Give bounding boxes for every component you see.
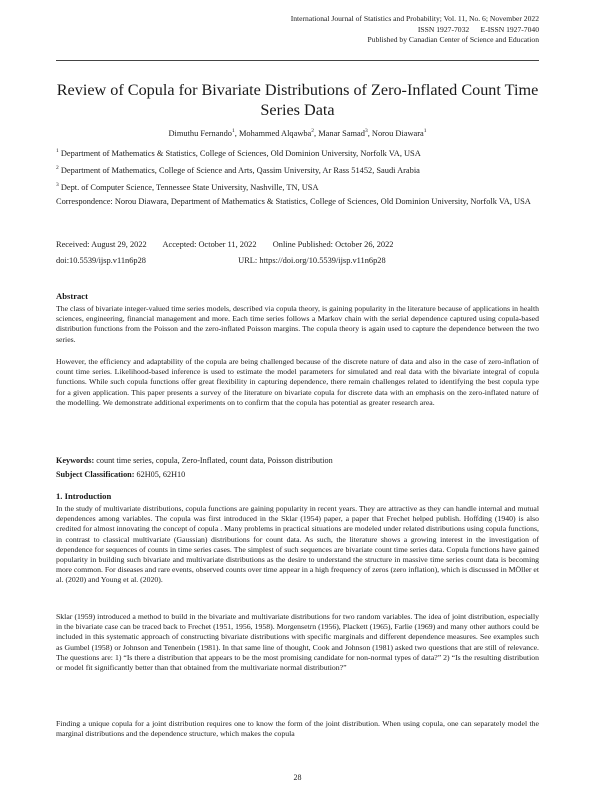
author-name: Norou Diawara bbox=[371, 128, 424, 138]
doi-url[interactable]: URL: https://doi.org/10.5539/ijsp.v11n6p28 bbox=[238, 256, 386, 265]
doi-line bbox=[56, 256, 386, 265]
affiliation-mark: 2 bbox=[56, 165, 59, 171]
affiliation bbox=[56, 146, 539, 159]
header-rule bbox=[56, 60, 539, 61]
subject-classification bbox=[56, 469, 539, 480]
keywords bbox=[56, 455, 539, 466]
abstract-paragraph-1: The class of bivariate integer-valued time series models, described via copula theory, is gaining popularity in the literature because of applications in health sciences, engineering, financial management and more. Each time series follows a Markov chain with the serial dependence captured using copula-based distribution functions from the Poisson and the zero-inflated Poisson margins. The copula theory is again used to capture the dependence between the two series. bbox=[56, 304, 539, 344]
author-name: Dimuthu Fernando bbox=[168, 128, 232, 138]
keywords-text: count time series, copula, Zero-Inflated, count data, Poisson distribution bbox=[94, 456, 333, 465]
abstract-paragraph-2: However, the efficiency and adaptability of the copula are being challenged because of the discrete nature of data and also in the case of zero-inflation of count time series. Likelihood-based inference is used to estimate the model parameters for simulated and real data with the bivariate integral of copula functions. While such copula functions offer great flexibility in capturing dependence, there remain challenges related to identifying the best copula type for a given application. This paper presents a survey of the literature on bivariate copula for discrete data with an emphasis on the zero-inflated nature of the modelling. We demonstrate additional experiments on to confirm that the copula has potential as greater research area. bbox=[56, 357, 539, 407]
affiliation-text: Department of Mathematics, College of Science and Arts, Qassim University, Ar Rass 51452, Saudi Arabia bbox=[58, 165, 420, 175]
paper-title: Review of Copula for Bivariate Distributions of Zero-Inflated Count Time Series Data bbox=[56, 81, 539, 119]
subject-text: 62H05, 62H10 bbox=[134, 470, 186, 479]
abstract-heading: Abstract bbox=[56, 291, 88, 301]
intro-paragraph-3: Finding a unique copula for a joint distribution requires one to know the form of the joint distribution. When using copula, one can separately model the marginal distributions and the dependence structure, which makes the copula bbox=[56, 719, 539, 739]
author-affiliation-mark: 1 bbox=[232, 128, 235, 134]
affiliation-mark: 1 bbox=[56, 148, 59, 154]
author-affiliation-mark: 2 bbox=[311, 128, 315, 134]
issn-line: ISSN 1927-7032 E-ISSN 1927-7040 bbox=[417, 24, 539, 34]
correspondence: Correspondence: Norou Diawara, Department of Mathematics & Statistics, College of Sciences, Old Dominion University, Norfolk VA, USA bbox=[56, 197, 531, 206]
keywords-label: Keywords: bbox=[56, 456, 95, 465]
publisher-line: Published by Canadian Center of Science and Education bbox=[367, 35, 539, 44]
accepted-date: Accepted: October 11, 2022 bbox=[162, 240, 257, 249]
affiliation-text: Department of Mathematics & Statistics, College of Sciences, Old Dominion University, Norfolk VA, USA bbox=[58, 148, 421, 158]
intro-paragraph-2: Sklar (1959) introduced a method to build in the bivariate and multivariate distributions for two random variables. The idea of joint distribution, especially in the bivariate case can be traced back to Frechet (1951, 1956, 1958). Morgensetrn (1956), Plackett (1965), Farlie (1969) and many other authors could be included in this systematic approach of constructing bivariate distributions with specific marginals and different dependence measures. See examples such as Gumbel (1958) or Johnson and Tenenbein (1981). In that same line of thought, Cook and Johnson (1981) asked two questions that are still of relevance. The questions are: 1) “Is there a distribution that appears to be the most promising candidate for non-normal types of data?” 2) “Is the resulting distribution or model fit significantly better than that obtained from the multivariate normal distribution?” bbox=[56, 612, 539, 673]
affiliation-mark: 3 bbox=[56, 182, 59, 188]
author-name: Manar Samad bbox=[318, 128, 365, 138]
publication-dates bbox=[56, 240, 393, 249]
author-affiliation-mark: 1 bbox=[423, 128, 427, 134]
published-date: Online Published: October 26, 2022 bbox=[272, 240, 394, 249]
author-list: Dimuthu Fernando$^1$, Mohammed Alqawba$^2$, Manar Samad$^3$, Norou Diawara$^1$ bbox=[168, 128, 427, 138]
doi-text: doi:10.5539/ijsp.v11n6p28 bbox=[56, 256, 146, 265]
affiliation bbox=[56, 163, 539, 176]
affiliation bbox=[56, 180, 539, 193]
journal-header bbox=[291, 14, 539, 46]
author-name: Mohammed Alqawba bbox=[238, 128, 312, 138]
affiliation-text: Dept. of Computer Science, Tennessee State University, Nashville, TN, USA bbox=[58, 182, 319, 192]
author-affiliation-mark: 3 bbox=[364, 128, 368, 134]
subject-label: Subject Classification: bbox=[56, 470, 135, 479]
journal-citation: International Journal of Statistics and Probability; Vol. 11, No. 6; November 2022 bbox=[290, 14, 539, 23]
received-date: Received: August 29, 2022 bbox=[56, 240, 147, 249]
section-heading-introduction: 1. Introduction bbox=[56, 491, 112, 501]
intro-paragraph-1: In the study of multivariate distributions, copula functions are gaining popularity in recent years. They are attractive as they can handle internal and mutual dependences among variables. The copula was first introduced in the Sklar (1954) paper, a paper that Frechet helped publish. Hoffding (1940) is also credited for almost innovating the concept of copula . Many problems in practical situations are modeled under related distributions using copula functions, in contrast to classical multivariate (Gaussian) distributions for count data. As such, the literature shows a growing interest in the investigation of dependence for sequences of counts in time series cases. The simplest of such sequences are bivariate count time series data. Copula functions have gained popularity in building such bivariate and multivariate distributions as the desire to understand the structure in massive time series count data is becoming more common. For diseases and rare events, observed counts over time appear in a high frequency of zeros (zero inflation), which is discussed in MÖller et al. (2020) and Young et al. (2020). bbox=[56, 504, 539, 585]
page-number: 28 bbox=[293, 773, 302, 782]
